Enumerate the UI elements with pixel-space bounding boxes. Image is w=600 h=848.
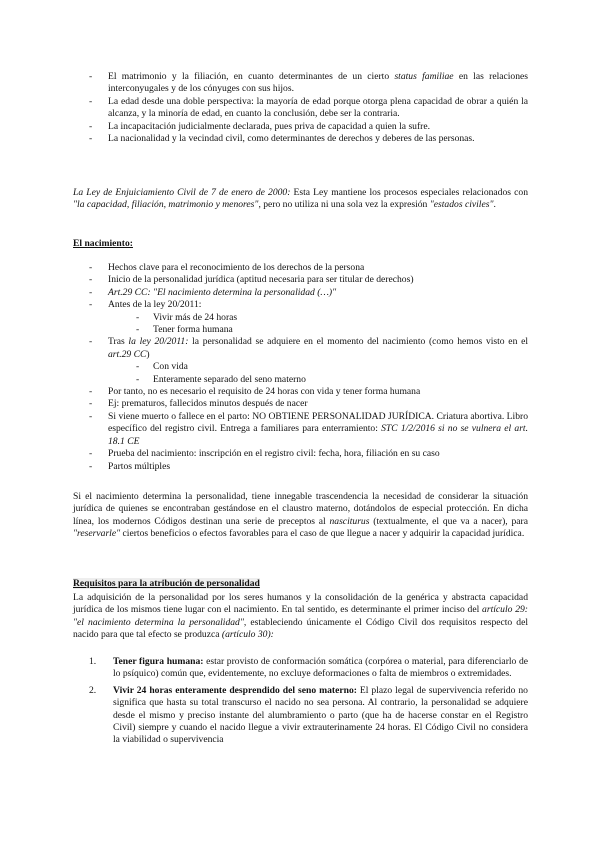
list-item: - Antes de la ley 20/2011: - Vivir más de 24 horas - Tener forma humana	[89, 299, 528, 336]
list-item: - La edad desde una doble perspectiva: la mayoría de edad porque otorga plena capacidad de obrar a quién la alcanza, y la minoría de edad, en cuanto la conclusión, debe ser la contraria.	[89, 96, 528, 121]
section-heading-nacimiento: El nacimiento:	[73, 238, 133, 249]
sub-item: - Tener forma humana	[136, 324, 528, 336]
list-item: - El matrimonio y la filiación, en cuanto determinantes de un cierto status familiae en las relaciones interconyugales y de los cónyuges con sus hijos.	[89, 71, 528, 96]
sub-item: - Con vida	[136, 361, 528, 373]
lec-paragraph: La Ley de Enjuiciamiento Civil de 7 de enero de 2000: Esta Ley mantiene los procesos especiales relacionados con "la capacidad, filiación, matrimonio y menores", pero no utiliza ni una sola vez la expresión "estados civiles".	[73, 187, 528, 211]
nasciturus-paragraph: Si el nacimiento determina la personalidad, tiene innegable trascendencia la necesidad de considerar la situación jurídica de quienes se encontraban gestándose en el claustro materno, dotándolos de especial protección. En dicha línea, los modernos Códigos destinan una serie de preceptos al nasciturus (textualmente, el que va a nacer), para "reservarle" ciertos beneficios o efectos favorables para el caso de que llegue a nacer y adquirir la capacidad jurídica.	[73, 491, 528, 540]
list-item: - La nacionalidad y la vecindad civil, como determinantes de derechos y deberes de las personas.	[89, 133, 528, 145]
requirement-item: 2. Vivir 24 horas enteramente desprendido del seno materno: El plazo legal de supervivencia referido no significa que hasta su total transcurso el nacido no sea persona. Al contrario, la personalidad se adquiere desde el mismo y preciso instante del alumbramiento o parto (que ha de hacerse constar en el Registro Civil) siempre y cuando el nacido llegue a vivir extrauterinamente 24 horas. El Código Civil no considera la viabilidad o supervivencia	[89, 684, 528, 746]
list-item: - Art.29 CC: "El nacimiento determina la personalidad (…)"	[89, 287, 528, 299]
requisitos-paragraph: La adquisición de la personalidad por los seres humanos y la consolidación de la genérica y abstracta capacidad jurídica de los mismos tiene lugar con el nacimiento. En tal sentido, es determinante el primer inciso del artículo 29: "el nacimiento determina la personalidad", estableciendo únicamente el Código Civil dos requisitos respecto del nacido para que tal efecto se produzca (artículo 30):	[73, 592, 529, 641]
list-item: - Ej: prematuros, fallecidos minutos después de nacer	[89, 398, 528, 410]
list-item: - Partos múltiples	[89, 461, 528, 473]
nacimiento-list	[89, 262, 528, 473]
list-item: - La incapacitación judicialmente declarada, pues priva de capacidad a quien la sufre.	[89, 121, 528, 133]
list-item: - Tras la ley 20/2011: la personalidad se adquiere en el momento del nacimiento (como hemos visto en el art.29 CC) - Con vida - Enteramente separado del seno materno	[89, 336, 528, 386]
list-item: - Hechos clave para el reconocimiento de los derechos de la persona	[89, 262, 528, 274]
requirements-list	[89, 656, 528, 751]
status-list	[89, 71, 528, 145]
list-item: - Si viene muerto o fallece en el parto: NO OBTIENE PERSONALIDAD JURÍDICA. Criatura abortiva. Libro específico del registro civil. Entrega a familiares para enterramiento: STC 1/2/2016 si no se vulnera el art. 18.1 CE	[89, 411, 528, 448]
sub-item: - Enteramente separado del seno materno	[136, 374, 528, 386]
section-heading-requisitos: Requisitos para la atribución de personalidad	[73, 578, 260, 589]
requirement-item: 1. Tener figura humana: estar provisto de conformación somática (corpórea o material, para diferenciarlo de lo psíquico) común que, evidentemente, no excluye deformaciones o falta de miembros o extremidades.	[89, 656, 529, 680]
list-item: - Por tanto, no es necesario el requisito de 24 horas con vida y tener forma humana	[89, 386, 528, 398]
list-item: - Prueba del nacimiento: inscripción en el registro civil: fecha, hora, filiación en su caso	[89, 448, 528, 460]
sub-item: - Vivir más de 24 horas	[136, 312, 528, 324]
list-item: - Inicio de la personalidad jurídica (aptitud necesaria para ser titular de derechos)	[89, 274, 528, 286]
